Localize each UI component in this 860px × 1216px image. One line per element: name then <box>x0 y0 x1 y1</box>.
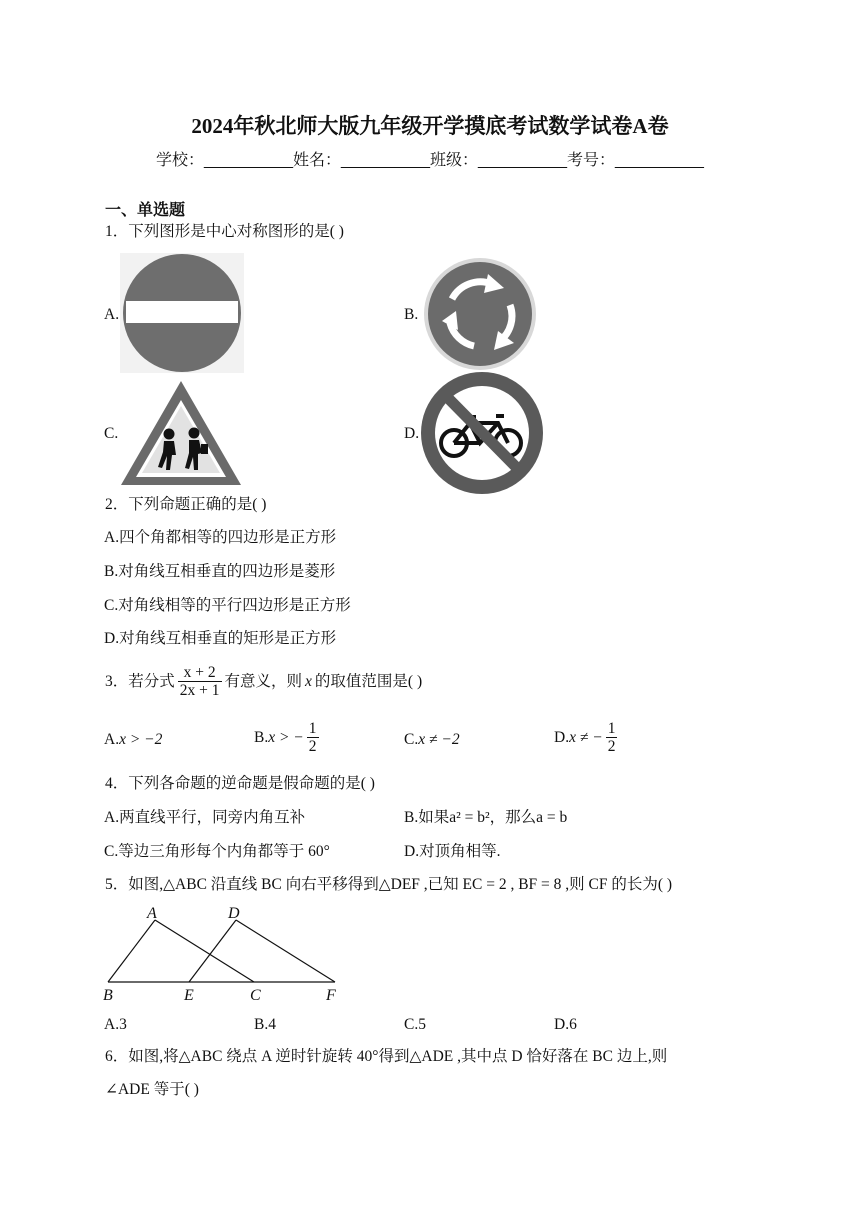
question-4-stem: 4．下列各命题的逆命题是假命题的是( ) <box>105 775 375 792</box>
q1-option-c-label: C. <box>104 425 119 442</box>
no-entry-sign-icon <box>120 253 244 373</box>
q3-option-b-expr: x > − <box>268 728 304 746</box>
q1-option-b-label: B. <box>404 306 419 323</box>
q3-option-b-label: B. <box>254 728 269 746</box>
q3-option-b-den: 2 <box>308 738 317 755</box>
q2-option-a: A.四个角都相等的四边形是正方形 <box>104 529 337 546</box>
q3-option-d-den: 2 <box>607 738 616 755</box>
q4-option-a: A.两直线平行，同旁内角互补 <box>104 809 306 826</box>
q3-option-c-expr: x ≠ −2 <box>418 731 460 748</box>
q3-option-a-expr: x > −2 <box>119 731 163 748</box>
school-crossing-sign-icon <box>118 378 244 488</box>
q2-option-b: B.对角线互相垂直的四边形是菱形 <box>104 563 336 580</box>
q3-option-d-label: D. <box>554 728 570 746</box>
question-1-stem: 1．下列图形是中心对称图形的是( ) <box>105 223 344 240</box>
exam-title: 2024年秋北师大版九年级开学摸底考试数学试卷A卷 <box>191 114 669 138</box>
q5-option-c: C.5 <box>404 1016 426 1033</box>
q3-option-d-num: 1 <box>607 720 616 737</box>
no-bicycle-sign-icon <box>420 372 544 494</box>
label-f: F <box>326 987 336 1004</box>
student-info-line: 学校：__________姓名：__________班级：__________考号：__________ <box>156 152 704 169</box>
q5-option-a: A.3 <box>104 1016 127 1033</box>
q3-frac-num: x + 2 <box>178 664 222 682</box>
q3-frac-den: 2x + 1 <box>179 682 220 699</box>
q3-option-c-label: C. <box>404 731 419 748</box>
question-6-stem-line2: ∠ADE 等于( ) <box>105 1081 199 1098</box>
q5-option-b: B.4 <box>254 1016 276 1033</box>
q3-option-d-frac <box>606 720 618 755</box>
section-title: 一、单选题 <box>105 202 186 219</box>
label-e: E <box>184 987 194 1004</box>
label-b: B <box>103 987 113 1004</box>
question-2-stem: 2．下列命题正确的是( ) <box>105 496 267 513</box>
q3-option-d-expr: x ≠ − <box>569 728 603 746</box>
q3-var: x <box>305 672 312 690</box>
segment-df <box>236 920 335 982</box>
question-3-stem <box>105 664 422 699</box>
segment-ed <box>189 920 236 982</box>
roundabout-sign-icon <box>422 257 538 371</box>
q3-option-b-frac <box>307 720 319 755</box>
translation-triangle-figure <box>100 902 350 1007</box>
q1-option-a-label: A. <box>104 306 120 323</box>
q4-option-c: C.等边三角形每个内角都等于 60° <box>104 843 330 860</box>
q3-option-a-label: A. <box>104 731 120 748</box>
q3-prefix: 3．若分式 <box>105 672 175 690</box>
q4-option-d: D.对顶角相等. <box>404 843 501 860</box>
label-c: C <box>250 987 261 1004</box>
q4-option-b: B.如果a² = b²，那么a = b <box>404 809 568 826</box>
question-6-stem-line1: 6．如图,将△ABC 绕点 A 逆时针旋转 40°得到△ADE ,其中点 D 恰好落在 BC 边上,则 <box>105 1048 668 1065</box>
segment-ba <box>108 920 155 982</box>
q3-option-b-num: 1 <box>308 720 317 737</box>
q2-option-d: D.对角线互相垂直的矩形是正方形 <box>104 630 337 647</box>
q3-suffix: 有意义，则 <box>224 672 303 690</box>
segment-ac <box>155 920 254 982</box>
label-d: D <box>228 905 240 922</box>
q3-suffix2: 的取值范围是( ) <box>314 672 423 690</box>
label-a: A <box>147 905 157 922</box>
q2-option-c: C.对角线相等的平行四边形是正方形 <box>104 597 351 614</box>
q3-option-b <box>254 720 322 755</box>
q3-option-c <box>404 730 460 750</box>
q3-fraction <box>178 664 222 699</box>
question-5-stem: 5．如图,△ABC 沿直线 BC 向右平移得到△DEF ,已知 EC = 2 , BF = 8 ,则 CF 的长为( ) <box>105 876 673 893</box>
q3-option-d <box>554 720 620 755</box>
q5-option-d: D.6 <box>554 1016 577 1033</box>
q3-option-a <box>104 730 162 750</box>
q1-option-d-label: D. <box>404 425 420 442</box>
